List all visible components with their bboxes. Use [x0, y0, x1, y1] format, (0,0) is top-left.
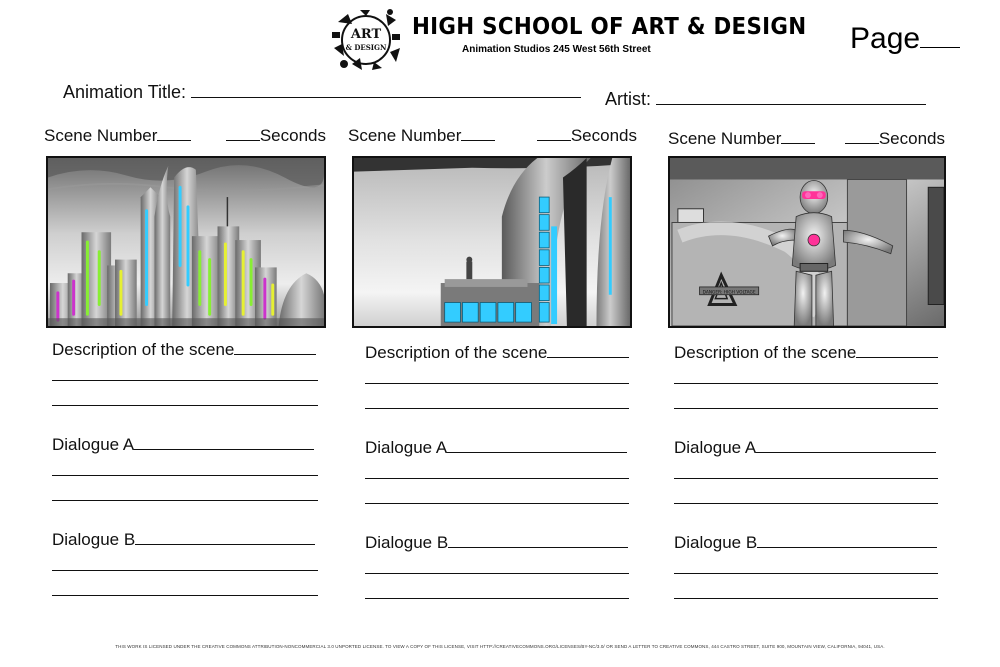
- animation-title-field[interactable]: [63, 82, 581, 103]
- animation-title-label: Animation Title:: [63, 82, 187, 102]
- seconds-line[interactable]: [537, 127, 571, 141]
- description-line[interactable]: [674, 408, 938, 409]
- description-field[interactable]: [674, 343, 938, 363]
- page-number-field[interactable]: [850, 22, 960, 56]
- dialogue-a-line[interactable]: [365, 503, 629, 504]
- dialogue-b-line[interactable]: [52, 595, 318, 596]
- description-line[interactable]: [365, 383, 629, 384]
- dialogue-a-label: Dialogue A: [365, 438, 448, 457]
- dialogue-a-field[interactable]: [674, 438, 936, 458]
- scene-header-1: [44, 126, 326, 146]
- dialogue-a-line[interactable]: [52, 475, 318, 476]
- dialogue-b-line[interactable]: [757, 534, 937, 548]
- dialogue-a-label: Dialogue A: [674, 438, 757, 457]
- svg-text:& DESIGN: & DESIGN: [345, 43, 387, 52]
- scene-number-line[interactable]: [157, 127, 191, 141]
- description-field[interactable]: [365, 343, 629, 363]
- seconds-label: Seconds: [878, 129, 945, 148]
- scene-number-label: Scene Number: [348, 126, 462, 145]
- storyboard-panel-3: [668, 129, 968, 629]
- description-label: Description of the scene: [52, 340, 235, 359]
- svg-text:DANGER: HIGH VOLTAGE: DANGER: HIGH VOLTAGE: [702, 290, 756, 296]
- description-line[interactable]: [547, 344, 629, 358]
- dialogue-a-line[interactable]: [134, 436, 314, 450]
- dialogue-b-field[interactable]: [674, 533, 937, 553]
- dialogue-b-field[interactable]: [52, 530, 315, 550]
- description-line[interactable]: [674, 383, 938, 384]
- artist-field[interactable]: [605, 89, 926, 110]
- scene-frame-3: [668, 156, 946, 328]
- description-line[interactable]: [52, 405, 318, 406]
- dialogue-b-label: Dialogue B: [52, 530, 136, 549]
- seconds-line[interactable]: [226, 127, 260, 141]
- dialogue-a-line[interactable]: [674, 503, 938, 504]
- dialogue-b-line[interactable]: [448, 534, 628, 548]
- dialogue-a-label: Dialogue A: [52, 435, 135, 454]
- description-line[interactable]: [52, 380, 318, 381]
- school-logo: [330, 8, 402, 72]
- scene-number-line[interactable]: [781, 130, 815, 144]
- seconds-label: Seconds: [259, 126, 326, 145]
- scene-header-3: [668, 129, 945, 149]
- dialogue-a-line[interactable]: [674, 478, 938, 479]
- page-number-line[interactable]: [920, 24, 960, 48]
- dialogue-b-line[interactable]: [365, 598, 629, 599]
- seconds-label: Seconds: [570, 126, 637, 145]
- dialogue-b-line[interactable]: [52, 570, 318, 571]
- scene-frame-1: [46, 156, 326, 328]
- seconds-line[interactable]: [845, 130, 879, 144]
- dialogue-b-field[interactable]: [365, 533, 628, 553]
- dialogue-b-line[interactable]: [365, 573, 629, 574]
- dialogue-b-line[interactable]: [135, 531, 315, 545]
- description-label: Description of the scene: [365, 343, 548, 362]
- scene-header-2: [348, 126, 637, 146]
- school-address: Animation Studios 245 West 56th Street: [462, 44, 651, 55]
- dialogue-b-line[interactable]: [674, 573, 938, 574]
- scene-frame-2: [352, 156, 632, 328]
- storyboard-panel-1: [44, 126, 344, 626]
- header: [0, 0, 1000, 80]
- dialogue-a-line[interactable]: [447, 439, 627, 453]
- page-label: Page: [850, 22, 921, 55]
- dialogue-b-label: Dialogue B: [365, 533, 449, 552]
- city-skyline-illustration: [48, 158, 324, 326]
- license-footer: THIS WORK IS LICENSED UNDER THE CREATIVE COMMONS ATTRIBUTION-NONCOMMERCIAL 3.0 UNPORTED LICENSE. TO VIEW A COPY OF THIS LICENSE, VISIT HTTP://CREATIVECOMMONS.ORG/LICENSES/BY-NC/3.0/ OR SEND A LETTER TO CREATIVE COMMONS, 444 CASTRO STREET, SUITE 900, MOUNTAIN VIEW, CALIFORNIA, 94041, USA.: [115, 644, 885, 649]
- animation-title-line[interactable]: [191, 82, 581, 98]
- scene-number-label: Scene Number: [668, 129, 782, 148]
- artist-line[interactable]: [656, 89, 926, 105]
- description-line[interactable]: [365, 408, 629, 409]
- svg-text:ART: ART: [350, 27, 382, 42]
- description-line[interactable]: [234, 341, 316, 355]
- tower-rooftop-illustration: [354, 158, 630, 326]
- robot-character-illustration: [670, 158, 944, 326]
- school-name: HIGH SCHOOL OF ART & DESIGN: [412, 14, 807, 40]
- dialogue-a-line[interactable]: [52, 500, 318, 501]
- artist-label: Artist:: [605, 89, 652, 109]
- scene-number-line[interactable]: [461, 127, 495, 141]
- dialogue-a-field[interactable]: [52, 435, 314, 455]
- dialogue-b-line[interactable]: [674, 598, 938, 599]
- description-line[interactable]: [856, 344, 938, 358]
- dialogue-a-line[interactable]: [756, 439, 936, 453]
- storyboard-panel-2: [348, 126, 648, 626]
- dialogue-b-label: Dialogue B: [674, 533, 758, 552]
- scene-number-label: Scene Number: [44, 126, 158, 145]
- dialogue-a-line[interactable]: [365, 478, 629, 479]
- description-field[interactable]: [52, 340, 316, 360]
- dialogue-a-field[interactable]: [365, 438, 627, 458]
- description-label: Description of the scene: [674, 343, 857, 362]
